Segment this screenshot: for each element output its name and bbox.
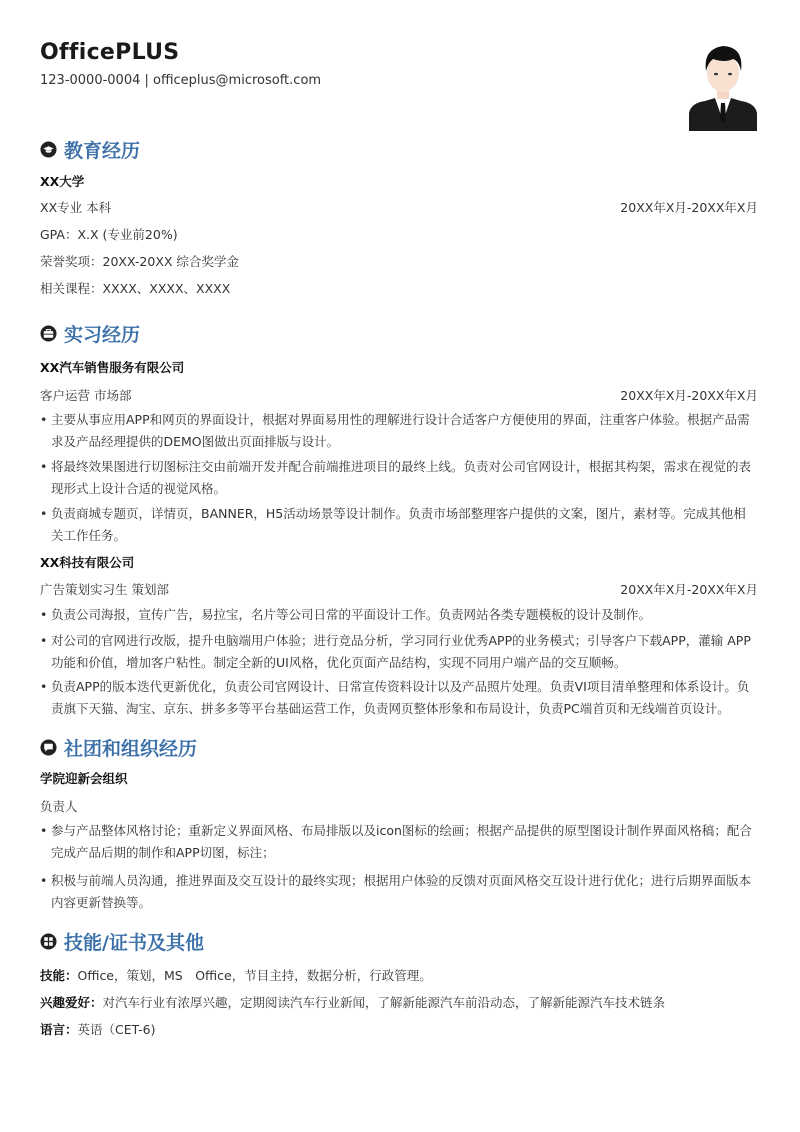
section-skills — [40, 929, 204, 953]
list-item: • 负责APP的版本迭代更新优化，负责公司官网设计、日常宣传资料设计以及产品照片处理。负责VI项目清单整理和体系设计。负责旗下天猫、淘宝、京东、拼多多等平台基础运营工作，负责网页整体形象和布局设计，负责PC端首页和无线端首页设计。 — [40, 679, 750, 716]
section-title: 社团和组织经历 — [64, 737, 198, 760]
job-date: 20XX年X月-20XX年X月 — [620, 582, 758, 597]
job-role: 客户运营 市场部 — [40, 388, 132, 403]
job-date: 20XX年X月-20XX年X月 — [620, 388, 758, 403]
list-item: • 主要从事应用APP和网页的界面设计，根据对界面易用性的理解进行设计合适客户方便使用的界面，注重客户体验。根据产品需求及产品经理提供的DEMO图做出页面排版与设计。 — [40, 412, 750, 449]
job-role: 广告策划实习生 策划部 — [40, 582, 169, 597]
honors: 荣誉奖项：20XX-20XX 综合奖学金 — [40, 254, 239, 269]
list-item: • 对公司的官网进行改版，提升电脑端用户体验；进行竞品分析，学习同行业优秀APP的业务模式；引导客户下载APP，灌输 APP功能和价值，增加客户粘性。制定全新的UI风格，优化页面产品结构，实现不同用户端产品的交互顺畅。 — [40, 633, 751, 670]
skills-line: 技能：Office，策划，MS Office，节目主持，数据分析，行政管理。 — [40, 968, 432, 983]
company-name: XX汽车销售服务有限公司 — [40, 360, 185, 375]
courses: 相关课程：XXXX、XXXX、XXXX — [40, 281, 231, 296]
list-item: • 积极与前端人员沟通，推进界面及交互设计的最终实现；根据用户体验的反馈对页面风格交互设计进行优化；进行后期界面版本内容更新替换等。 — [40, 873, 752, 910]
school-name: XX大学 — [40, 174, 85, 189]
major-degree: XX专业 本科 — [40, 200, 112, 215]
language-line: 语言：英语（CET-6) — [40, 1022, 156, 1037]
hobbies-line: 兴趣爱好：对汽车行业有浓厚兴趣，定期阅读汽车行业新闻，了解新能源汽车前沿动态，了解新能源汽车技术链条 — [40, 995, 666, 1010]
education-date: 20XX年X月-20XX年X月 — [620, 200, 758, 215]
list-item: • 参与产品整体风格讨论；重新定义界面风格、布局排版以及icon图标的绘画；根据产品提供的原型图设计制作界面风格稿；配合完成产品后期的制作和APP切图，标注； — [40, 823, 752, 860]
candidate-name: OfficePLUS — [40, 40, 180, 65]
section-title: 教育经历 — [64, 139, 141, 162]
list-item: • 负责公司海报，宣传广告，易拉宝，名片等公司日常的平面设计工作。负责网站各类专题模板的设计及制作。 — [40, 607, 652, 622]
org-role: 负责人 — [40, 799, 78, 814]
gpa: GPA：X.X (专业前20%) — [40, 227, 178, 242]
section-internship — [40, 321, 140, 345]
list-item: • 将最终效果图进行切图标注交由前端开发并配合前端推进项目的最终上线。负责对公司官网设计，根据其构架，需求在视觉的表现形式上设计合适的视觉风格。 — [40, 459, 752, 496]
contact-info: 123-0000-0004 | officeplus@microsoft.com — [40, 73, 322, 88]
chat-bubble-icon — [40, 739, 57, 756]
list-item: • 负责商城专题页，详情页，BANNER，H5活动场景等设计制作。负责市场部整理客户提供的文案，图片，素材等。完成其他相关工作任务。 — [40, 506, 746, 543]
section-title: 技能/证书及其他 — [64, 931, 204, 954]
graduation-cap-icon — [40, 141, 57, 158]
avatar — [689, 41, 757, 131]
grid-icon — [40, 933, 57, 950]
section-title: 实习经历 — [64, 323, 141, 346]
section-club — [40, 735, 197, 759]
company-name: XX科技有限公司 — [40, 555, 135, 570]
org-name: 学院迎新会组织 — [40, 771, 128, 786]
briefcase-icon — [40, 325, 57, 342]
section-education — [40, 137, 140, 161]
